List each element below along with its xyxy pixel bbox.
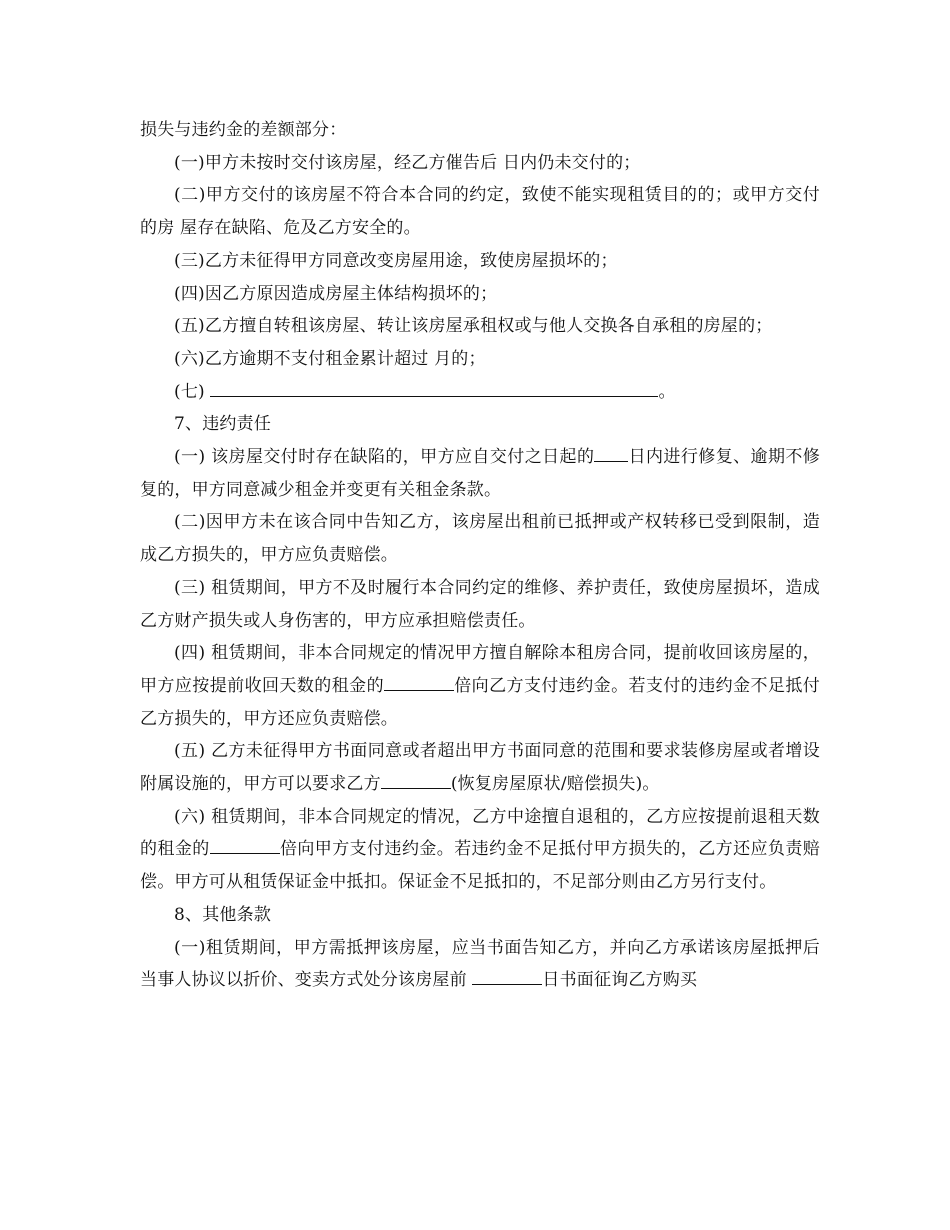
paragraph-clause-2: (二)甲方交付的该房屋不符合本合同的约定，致使不能实现租赁目的的；或甲方交付的房 屋存在缺陷、危及乙方安全的。 <box>140 185 820 239</box>
section-7-item-5 <box>140 735 820 800</box>
document-body <box>140 114 820 997</box>
item-text: (五) 乙方未征得甲方书面同意或者超出甲方书面同意的范围和要求装修房屋或者增设附属设施的，甲方可以要求乙方 <box>140 741 820 795</box>
item-text: 日书面征询乙方购买 <box>542 970 698 991</box>
blank-line <box>594 444 628 462</box>
paragraph-continuation: 损失与违约金的差额部分： <box>140 120 347 140</box>
section-7-item-3: (三) 租赁期间，甲方不及时履行本合同约定的维修、养护责任，致使房屋损坏，造成乙方财产损失或人身伤害的，甲方应承担赔偿责任。 <box>140 577 820 631</box>
clause-7-end: 。 <box>658 381 676 402</box>
section-7-item-6 <box>140 801 820 899</box>
item-text: (一)租赁期间，甲方需抵押该房屋，应当书面告知乙方，并向乙方承诺该房屋抵押后当事人协议以折价、变卖方式处分该房屋前 <box>140 937 820 991</box>
item-text: 倍向甲方支付违约金。若违约金不足抵付甲方损失的，乙方还应负责赔偿。甲方可从租赁保证金中抵扣。保证金不足抵扣的，不足部分则由乙方另行支付。 <box>140 839 820 893</box>
item-text: (恢复房屋原状/赔偿损失)。 <box>450 774 660 795</box>
section-8-item-1 <box>140 932 820 997</box>
blank-line <box>472 967 542 985</box>
section-8-heading: 8、其他条款 <box>174 904 272 925</box>
item-text: (四) 租赁期间，非本合同规定的情况甲方擅自解除本租房合同，提前收回该房屋的，甲方应按提前收回天数的租金的 <box>140 643 820 696</box>
blank-line <box>384 673 454 691</box>
clause-7-label: (七) <box>174 381 211 402</box>
section-7-item-1 <box>140 441 820 506</box>
paragraph-clause-5: (五)乙方擅自转租该房屋、转让该房屋承租权或与他人交换各自承租的房屋的； <box>174 316 773 337</box>
item-text: (六) 租赁期间，非本合同规定的情况，乙方中途擅自退租的，乙方应按提前退租天数的租金的 <box>140 806 820 860</box>
paragraph-clause-4: (四)因乙方原因造成房屋主体结构损坏的； <box>174 283 498 304</box>
item-text: (一) 该房屋交付时存在缺陷的，甲方应自交付之日起的 <box>174 447 595 468</box>
blank-line <box>210 836 280 854</box>
paragraph-clause-7 <box>140 376 820 409</box>
blank-line <box>381 771 451 789</box>
paragraph-clause-3: (三)乙方未征得甲方同意改变房屋用途，致使房屋损坏的； <box>174 250 618 271</box>
item-text: 倍向乙方支付违约金。若支付的违约金不足抵付乙方损失的，甲方还应负责赔偿。 <box>140 675 820 729</box>
paragraph-clause-6: (六)乙方逾期不支付租金累计超过 月的； <box>174 348 486 369</box>
section-7-item-2: (二)因甲方未在该合同中告知乙方，该房屋出租前已抵押或产权转移已受到限制，造成乙方损失的，甲方应负责赔偿。 <box>140 512 820 566</box>
paragraph-clause-1: (一)甲方未按时交付该房屋，经乙方催告后 日内仍未交付的； <box>174 152 641 173</box>
blank-line <box>210 379 658 397</box>
item-text: 日内进行修复、逾期不修复的，甲方同意减少租金并变更有关租金条款。 <box>140 447 820 500</box>
section-7-heading: 7、违约责任 <box>174 414 272 435</box>
section-7-item-4 <box>140 637 820 735</box>
